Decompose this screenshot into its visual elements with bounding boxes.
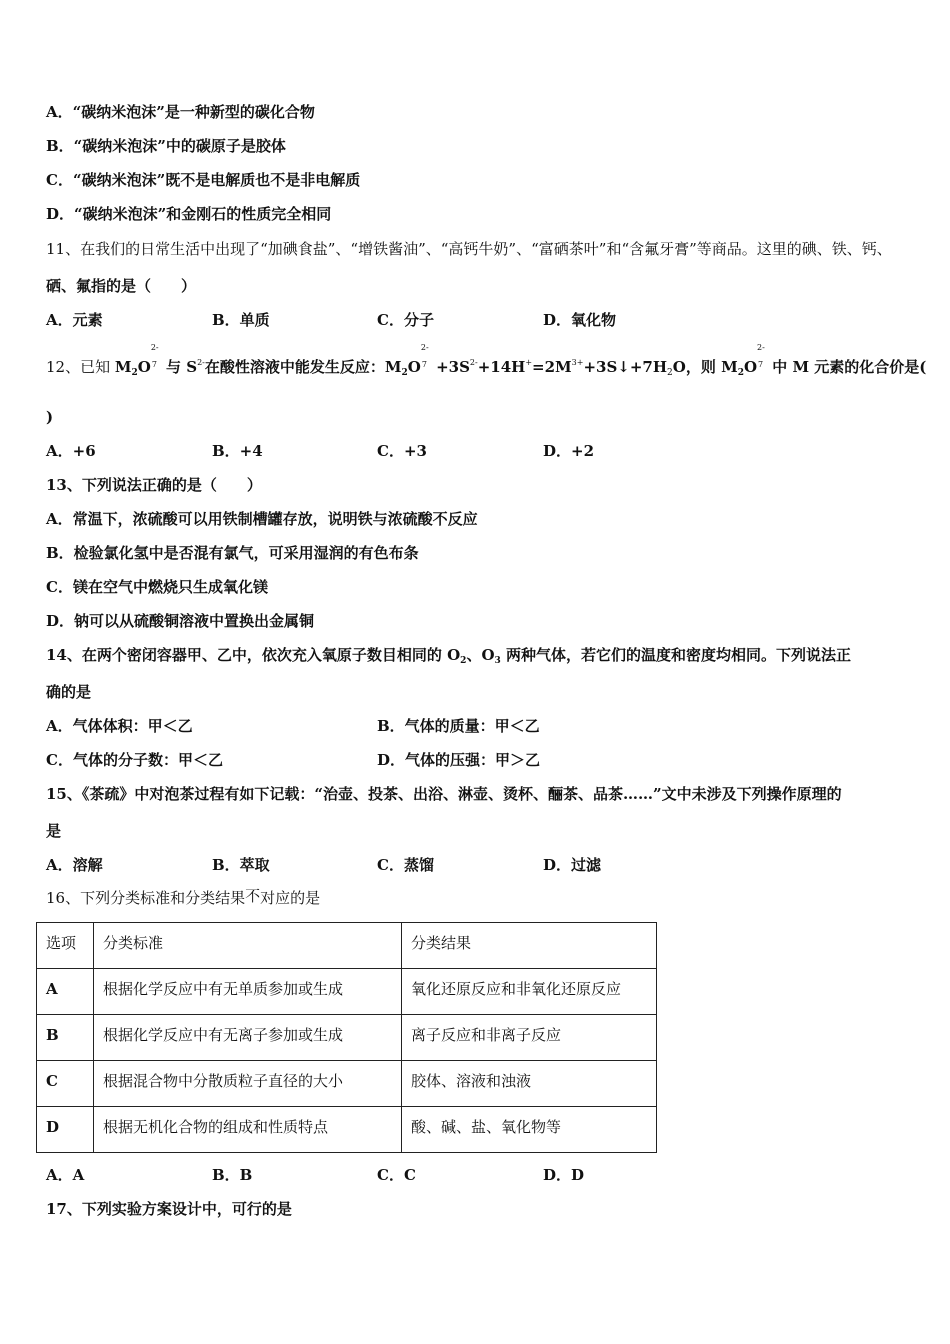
q12-ion-1 — [114, 343, 161, 378]
q10-option-b: B．“碳纳米泡沫”中的碳原子是胶体 — [46, 137, 286, 155]
q16-option-c: C．C — [377, 1166, 416, 1184]
table-cell: 根据无机化合物的组成和性质特点 — [94, 1107, 402, 1153]
ion-subscript-7: 7 — [421, 360, 427, 369]
table-cell: 离子反应和非离子反应 — [402, 1015, 657, 1061]
q16-stem-b: 对应的是 — [260, 889, 321, 907]
table-row — [37, 1107, 657, 1153]
q14-stem-a: 14、在两个密闭容器甲、乙中，依次充入氧原子数目相同的 O — [46, 646, 461, 664]
eq-part3: =2M — [532, 358, 572, 376]
table-cell: D — [37, 1107, 94, 1153]
q12-stem-line2: ) — [46, 408, 54, 426]
q13-option-a: A．常温下，浓硫酸可以用铁制槽罐存放，说明铁与浓硫酸不反应 — [46, 510, 478, 528]
table-cell: A — [37, 969, 94, 1015]
q12-prefix: 12、已知 — [46, 358, 115, 376]
q12-option-c: C．+3 — [377, 442, 427, 460]
q16-stem — [46, 888, 320, 908]
q17-stem: 17、下列实验方案设计中，可行的是 — [46, 1200, 292, 1218]
table-cell: 根据化学反应中有无单质参加或生成 — [94, 969, 402, 1015]
q15-option-d: D．过滤 — [543, 856, 602, 874]
q11-option-c: C．分子 — [377, 311, 434, 329]
q14-option-b: B．气体的质量：甲＜乙 — [377, 717, 540, 735]
eq-part4: +3S↓+7H — [583, 358, 668, 376]
ion-symbol-o: O — [407, 358, 421, 376]
ion-symbol-o: O — [137, 358, 151, 376]
q16-stem-not: 不 — [245, 887, 261, 905]
q14-option-c: C．气体的分子数：甲＜乙 — [46, 751, 223, 769]
table-row — [37, 1061, 657, 1107]
q12-ion-2 — [384, 343, 431, 378]
q15-stem-line1: 15、《茶疏》中对泡茶过程有如下记载：“治壶、投茶、出浴、淋壶、烫杯、酾茶、品茶……”文中未涉及下列操作原理的 — [46, 785, 842, 803]
q12-mid2: 在酸性溶液中能发生反应： — [204, 358, 385, 376]
q11-option-d: D．氧化物 — [543, 311, 617, 329]
q12-stem-line1 — [46, 343, 927, 380]
table-header-cell: 分类标准 — [94, 923, 402, 969]
q14-stem-line2: 确的是 — [46, 683, 92, 701]
ion-symbol-m: M — [114, 358, 132, 376]
o2-subscript: 2 — [460, 656, 467, 666]
q13-option-b: B．检验氯化氢中是否混有氯气，可采用湿润的有色布条 — [46, 544, 419, 562]
ion-charge: 2- — [150, 343, 159, 352]
table-cell: 酸、碱、盐、氧化物等 — [402, 1107, 657, 1153]
q11-stem-line2: 硒、氟指的是（ ） — [46, 277, 197, 295]
table-cell: 根据化学反应中有无离子参加或生成 — [94, 1015, 402, 1061]
h2o-subscript: 2 — [667, 368, 673, 378]
ion-charge: 2- — [420, 343, 429, 352]
eq-part1: +3S — [430, 358, 470, 376]
ion-subscript: 2 — [737, 368, 744, 378]
q14-option-d: D．气体的压强：甲＞乙 — [377, 751, 541, 769]
classification-table — [36, 922, 657, 1153]
q14-option-a: A．气体体积：甲＜乙 — [46, 717, 193, 735]
q14-stem-line1 — [46, 645, 851, 668]
q11-option-b: B．单质 — [212, 311, 270, 329]
table-cell: B — [37, 1015, 94, 1061]
ion-subscript: 2 — [131, 368, 138, 378]
ion-subscript: 2 — [401, 368, 408, 378]
table-cell: 根据混合物中分散质粒子直径的大小 — [94, 1061, 402, 1107]
q13-option-d: D．钠可以从硫酸铜溶液中置换出金属铜 — [46, 612, 315, 630]
table-cell: 氧化还原反应和非氧化还原反应 — [402, 969, 657, 1015]
q10-option-a: A．“碳纳米泡沫”是一种新型的碳化合物 — [46, 103, 315, 121]
h-charge: + — [525, 358, 533, 367]
q15-option-c: C．蒸馏 — [377, 856, 434, 874]
ion-symbol-m: M — [384, 358, 402, 376]
q12-tail: 中 M 元素的化合价是( — [767, 358, 927, 376]
ion-subscript-7: 7 — [151, 360, 157, 369]
q11-stem-text: 11、在我们的日常生活中出现了“加碘食盐”、“增铁酱油”、“高钙牛奶”、“富硒茶叶”和“含氟牙膏”等商品。这里的碘、铁、钙、 — [46, 240, 892, 258]
q16-stem-a: 16、下列分类标准和分类结果 — [46, 889, 246, 907]
q16-option-b: B．B — [212, 1166, 253, 1184]
table-header-cell: 分类结果 — [402, 923, 657, 969]
q12-option-b: B．+4 — [212, 442, 263, 460]
q15-option-a: A．溶解 — [46, 856, 103, 874]
q13-option-c: C．镁在空气中燃烧只生成氧化镁 — [46, 578, 268, 596]
table-cell: 胶体、溶液和浊液 — [402, 1061, 657, 1107]
q10-option-c: C．“碳纳米泡沫”既不是电解质也不是非电解质 — [46, 171, 361, 189]
eq-part2: +14H — [477, 358, 526, 376]
q12-ion-3 — [721, 343, 767, 378]
table-row — [37, 1015, 657, 1061]
q15-stem-line2: 是 — [46, 822, 62, 840]
q12-option-d: D．+2 — [543, 442, 595, 460]
ion-symbol-o: O — [743, 358, 758, 376]
ion-symbol-m: M — [721, 358, 738, 376]
q13-stem: 13、下列说法正确的是（ ） — [46, 476, 262, 494]
q12-mid1: 与 S — [160, 358, 198, 376]
ion-charge: 2- — [757, 343, 765, 352]
q11-option-a: A．元素 — [46, 311, 103, 329]
s-charge: 2- — [469, 358, 478, 367]
ion-subscript-7: 7 — [758, 360, 764, 369]
q15-option-b: B．萃取 — [212, 856, 270, 874]
q11-stem-line1 — [46, 239, 892, 259]
table-cell: C — [37, 1061, 94, 1107]
q10-option-d: D．“碳纳米泡沫”和金刚石的性质完全相同 — [46, 205, 332, 223]
table-header-row — [37, 923, 657, 969]
m-charge: 3+ — [571, 358, 584, 367]
eq-part5: O，则 — [672, 358, 722, 376]
o3-subscript: 3 — [494, 656, 501, 666]
s-charge: 2- — [197, 358, 205, 367]
q16-option-a: A．A — [46, 1166, 85, 1184]
table-row — [37, 969, 657, 1015]
q16-option-d: D．D — [543, 1166, 585, 1184]
q12-option-a: A．+6 — [46, 442, 96, 460]
q14-stem-b: 、O — [466, 646, 495, 664]
table-header-cell: 选项 — [37, 923, 94, 969]
q14-stem-c: 两种气体，若它们的温度和密度均相同。下列说法正 — [500, 646, 852, 664]
